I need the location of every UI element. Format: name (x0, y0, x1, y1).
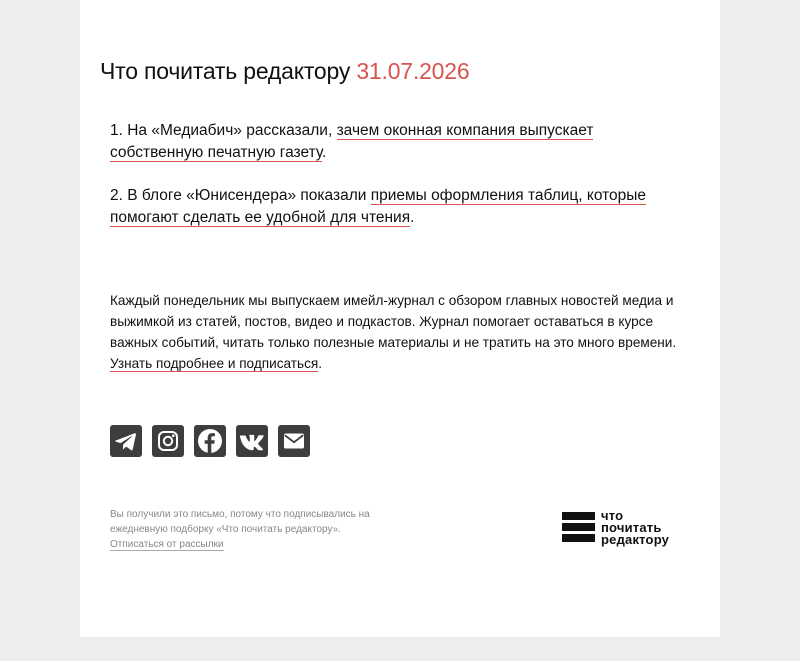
instagram-icon[interactable] (152, 425, 184, 457)
social-links (110, 425, 310, 457)
about-suffix: . (318, 356, 323, 371)
email-icon[interactable] (278, 425, 310, 457)
unsubscribe-link[interactable]: Отписаться от рассылки (110, 539, 224, 550)
logo-line: почитать (601, 520, 662, 535)
logo-line: что (601, 508, 624, 523)
brand-logo[interactable] (562, 510, 669, 546)
page-title (100, 58, 469, 85)
logo-line: редактору (601, 532, 670, 547)
about-text: Каждый понедельник мы выпускаем имейл-журнал с обзором главных новостей медиа и выжимкой из статей, постов, видео и подкастов. Журнал помогает оставаться в курсе важных событий, читать только полезные материалы и не тратить на это много времени. (110, 293, 677, 350)
list-item (110, 185, 670, 229)
footer-text: Вы получили это письмо, потому что подписывались на ежедневную подборку «Что почитать редактору». (110, 509, 370, 535)
item-prefix: 1. На «Медиабич» рассказали, (110, 122, 337, 139)
article-link[interactable]: приемы оформления таблиц, которые помогают сделать ее удобной для чтения (110, 187, 647, 226)
footer-note (110, 507, 400, 552)
vk-icon[interactable] (236, 425, 268, 457)
about-paragraph (110, 290, 700, 374)
email-card (80, 0, 720, 637)
item-suffix: . (410, 209, 415, 226)
list-item (110, 120, 670, 164)
article-link[interactable]: зачем оконная компания выпускает собственную печатную газету (110, 122, 594, 161)
facebook-icon[interactable] (194, 425, 226, 457)
subscribe-link[interactable]: Узнать подробнее и подписаться (110, 356, 319, 371)
item-prefix: 2. В блоге «Юнисендера» показали (110, 187, 371, 204)
logo-mark (562, 512, 595, 542)
logo-wordmark (601, 510, 669, 546)
telegram-icon[interactable] (110, 425, 142, 457)
article-list (110, 120, 670, 250)
title-text: Что почитать редактору (100, 58, 351, 84)
title-date: 31.07.2026 (356, 58, 470, 84)
item-suffix: . (322, 144, 327, 161)
